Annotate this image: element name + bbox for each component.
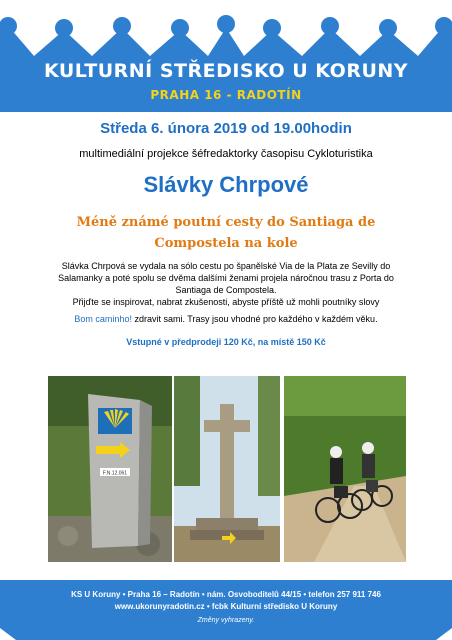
marker-label: F.N.12.061 [102,470,128,477]
footer-contact: KS U Koruny • Praha 16 – Radotín • nám. Osvoboditelů 44/15 • telefon 257 911 746 [71,590,381,599]
speaker-name: Slávky Chrpové [143,172,309,197]
talk-title-line: Méně známé poutní cesty do Santiaga de [76,215,376,230]
org-title: KULTURNÍ STŘEDISKO U KORUNY [43,60,409,82]
greeting-highlight: Bom caminho! [74,314,132,324]
description-line: Slávka Chrpová se vydala na sólo cestu po španělské Via de la Plata ze Sevilly do [61,261,391,271]
greeting-line [0,314,452,324]
stone-cross-photo [174,376,280,562]
footer-note: Změny vyhrazeny. [197,617,255,624]
event-date: Středa 6. února 2019 od 19.00hodin [100,120,352,137]
header-banner [0,0,452,112]
talk-title [40,212,412,254]
description-line: Salamanky a poté spolu se dvěma dalšími ženami projela náročnou trasu z Porta do [58,273,394,283]
footer-web: www.ukorunyradotin.cz • fcbk Kulturní středisko U Koruny [114,602,338,611]
photo-strip [48,376,406,562]
waymarker-photo [48,376,172,562]
org-subtitle: PRAHA 16 - RADOTÍN [150,88,302,102]
cyclists-photo [284,376,406,562]
event-description [38,260,414,308]
description-line: Přijďte se inspirovat, nabrat zkušenosti, abyste příště už mohli poutníky slovy [72,297,380,307]
event-intro: multimediální projekce šéfredaktorky časopisu Cykloturistika [79,148,373,160]
ticket-price: Vstupné v předprodeji 120 Kč, na místě 150 Kč [126,337,326,347]
greeting-text: zdravit sami. Trasy jsou vhodné pro každého v každém věku. [131,314,378,324]
description-line: Santiaga de Compostela. [175,285,277,295]
talk-title-line: Compostela na kole [154,236,298,251]
